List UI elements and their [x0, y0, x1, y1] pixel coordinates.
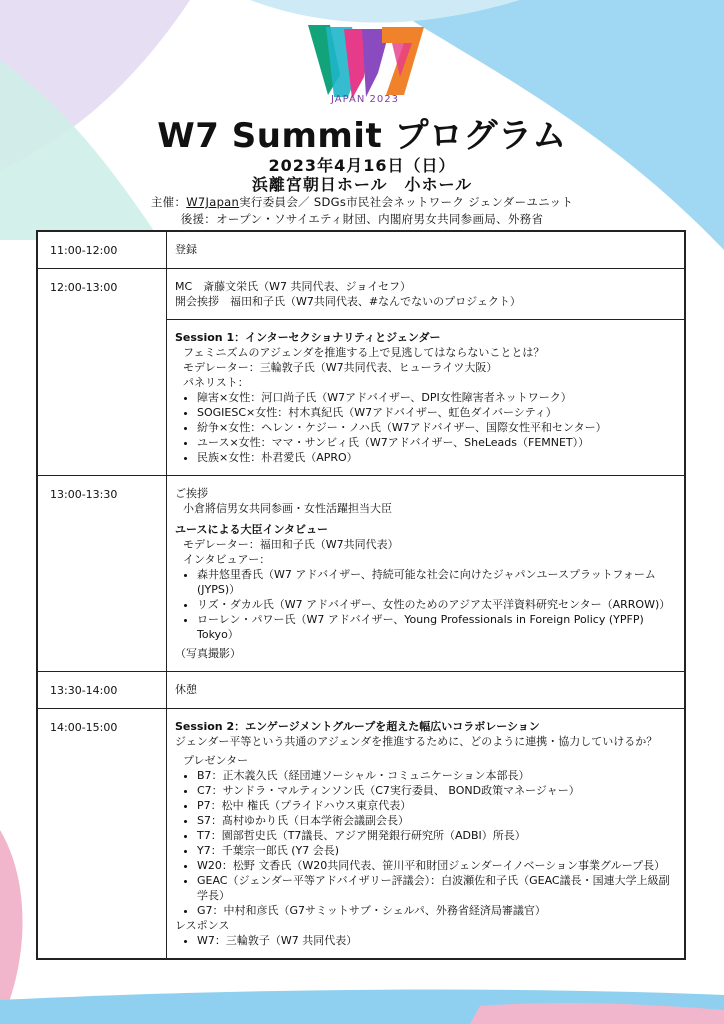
list-item: • 紛争×女性：ヘレン・ケジー・ノハ氏（W7アドバイザー、国際女性平和センター）: [197, 420, 676, 435]
event-venue: 浜離宮朝日ホール 小ホール: [251, 175, 473, 194]
content-cell: [167, 269, 686, 320]
presenter-list: [175, 768, 676, 918]
page-title: W7 Summit プログラム: [157, 116, 567, 156]
content-cell: 登録: [167, 231, 686, 269]
session1-title: Session 1：インターセクショナリティとジェンダー: [175, 331, 441, 344]
table-row: [37, 672, 685, 709]
time-cell: 12:00-13:00: [37, 269, 167, 476]
list-item: • Y7：千葉宗一郎氏 (Y7 会長): [197, 843, 676, 858]
presenters-label: プレゼンター: [183, 754, 249, 767]
organizer-line: [0, 194, 724, 210]
program-table: [36, 230, 686, 960]
supporters-line: 後援：オープン・ソサイエティ財団、内閣府男女共同参画局、外務省: [180, 212, 544, 226]
list-item: • SOGIESC×女性：村木真紀氏（W7アドバイザー、虹色ダイバーシティ）: [197, 405, 676, 420]
table-row: [37, 269, 685, 320]
opening-line: 開会挨拶 福田和子氏（W7共同代表、#なんでないのプロジェクト）: [175, 295, 521, 308]
panelist-list: [175, 390, 676, 465]
list-item: • 障害×女性：河口尚子氏（W7アドバイザー、DPI女性障害者ネットワーク）: [197, 390, 676, 405]
w7japan-link[interactable]: W7Japan: [186, 195, 240, 209]
list-item: • W20：松野 文香氏（W20共同代表、笹川平和財団ジェンダーイノベーション事業グループ長）: [197, 858, 676, 873]
list-item: • T7：園部哲史氏（T7議長、アジア開発銀行研究所（ADBI）所長）: [197, 828, 676, 843]
list-item: • 民族×女性：朴君愛氏（APRO）: [197, 450, 676, 465]
list-item: • G7：中村和彦氏（G7サミットサブ・シェルパ、外務省経済局審議官）: [197, 903, 676, 918]
list-item: • P7：松中 権氏（プライドハウス東京代表）: [197, 798, 676, 813]
mc-line: MC 斎藤文栄氏（W7 共同代表、ジョイセフ）: [175, 280, 411, 293]
list-item: • B7：正木義久氏（経団連ソーシャル・コミュニケーション本部長）: [197, 768, 676, 783]
list-item: • W7：三輪敦子（W7 共同代表）: [197, 933, 676, 948]
organizer-rest: 実行委員会／ SDGs市民社会ネットワーク ジェンダーユニット: [239, 195, 574, 209]
greeting-name: 小倉將信男女共同参画・女性活躍担当大臣: [183, 502, 392, 515]
session2-question: ジェンダー平等という共通のアジェンダを推進するために、どのように連携・協力していけるか？: [175, 735, 658, 748]
interview-moderator: モデレーター：福田和子氏（W7共同代表）: [183, 538, 399, 551]
organizer-label: 主催：: [150, 195, 187, 209]
interviewers-label: インタビュアー：: [183, 553, 271, 566]
list-item: • S7：髙村ゆかり氏（日本学術会議副会長）: [197, 813, 676, 828]
table-row: [37, 231, 685, 269]
time-cell: 13:30-14:00: [37, 672, 167, 709]
table-row: [37, 709, 685, 960]
time-cell: 11:00-12:00: [37, 231, 167, 269]
content-cell: [167, 320, 686, 476]
table-row: [37, 476, 685, 672]
interviewer-list: [175, 567, 676, 642]
event-date: 2023年4月16日（日）: [268, 156, 456, 175]
content-cell: 休憩: [167, 672, 686, 709]
list-item: • C7：サンドラ・マルティンソン氏（C7実行委員、 BOND政策マネージャー）: [197, 783, 676, 798]
photo-note: （写真撮影）: [175, 647, 241, 660]
interview-title: ユースによる大臣インタビュー: [175, 523, 329, 536]
time-cell: 13:00-13:30: [37, 476, 167, 672]
response-list: [175, 933, 676, 948]
list-item: • リズ・ダカル氏（W7 アドバイザー、女性のためのアジア太平洋資料研究センター（ARROW)）: [197, 597, 676, 612]
list-item: • ローレン・パワー氏（W7 アドバイザー、Young Professionals in Foreign Policy (YPFP) Tokyo）: [197, 612, 676, 642]
session2-title: Session 2：エンゲージメントグループを超えた幅広いコラボレーション: [175, 720, 540, 733]
list-item: • 森井悠里香氏（W7 アドバイザー、持続可能な社会に向けたジャパンユースプラットフォーム (JYPS)）: [197, 567, 676, 597]
logo-subtitle: JAPAN 2023: [331, 94, 399, 105]
list-item: • GEAC（ジェンダー平等アドバイザリー評議会）：白波瀬佐和子氏（GEAC議長・国連大学上級副学長）: [197, 873, 676, 903]
time-cell: 14:00-15:00: [37, 709, 167, 960]
session1-question: フェミニズムのアジェンダを推進する上で見逃してはならないこととは？: [183, 346, 545, 359]
list-item: • ユース×女性：ママ・サンビィ氏（W7アドバイザー、SheLeads（FEMNET））: [197, 435, 676, 450]
panelists-label: パネリスト：: [183, 376, 249, 389]
content-cell: [167, 476, 686, 672]
content-cell: [167, 709, 686, 960]
response-label: レスポンス: [175, 919, 230, 932]
session1-moderator: モデレーター：三輪敦子氏（W7共同代表、ヒューライツ大阪）: [183, 361, 498, 374]
greeting-label: ご挨拶: [175, 487, 208, 500]
